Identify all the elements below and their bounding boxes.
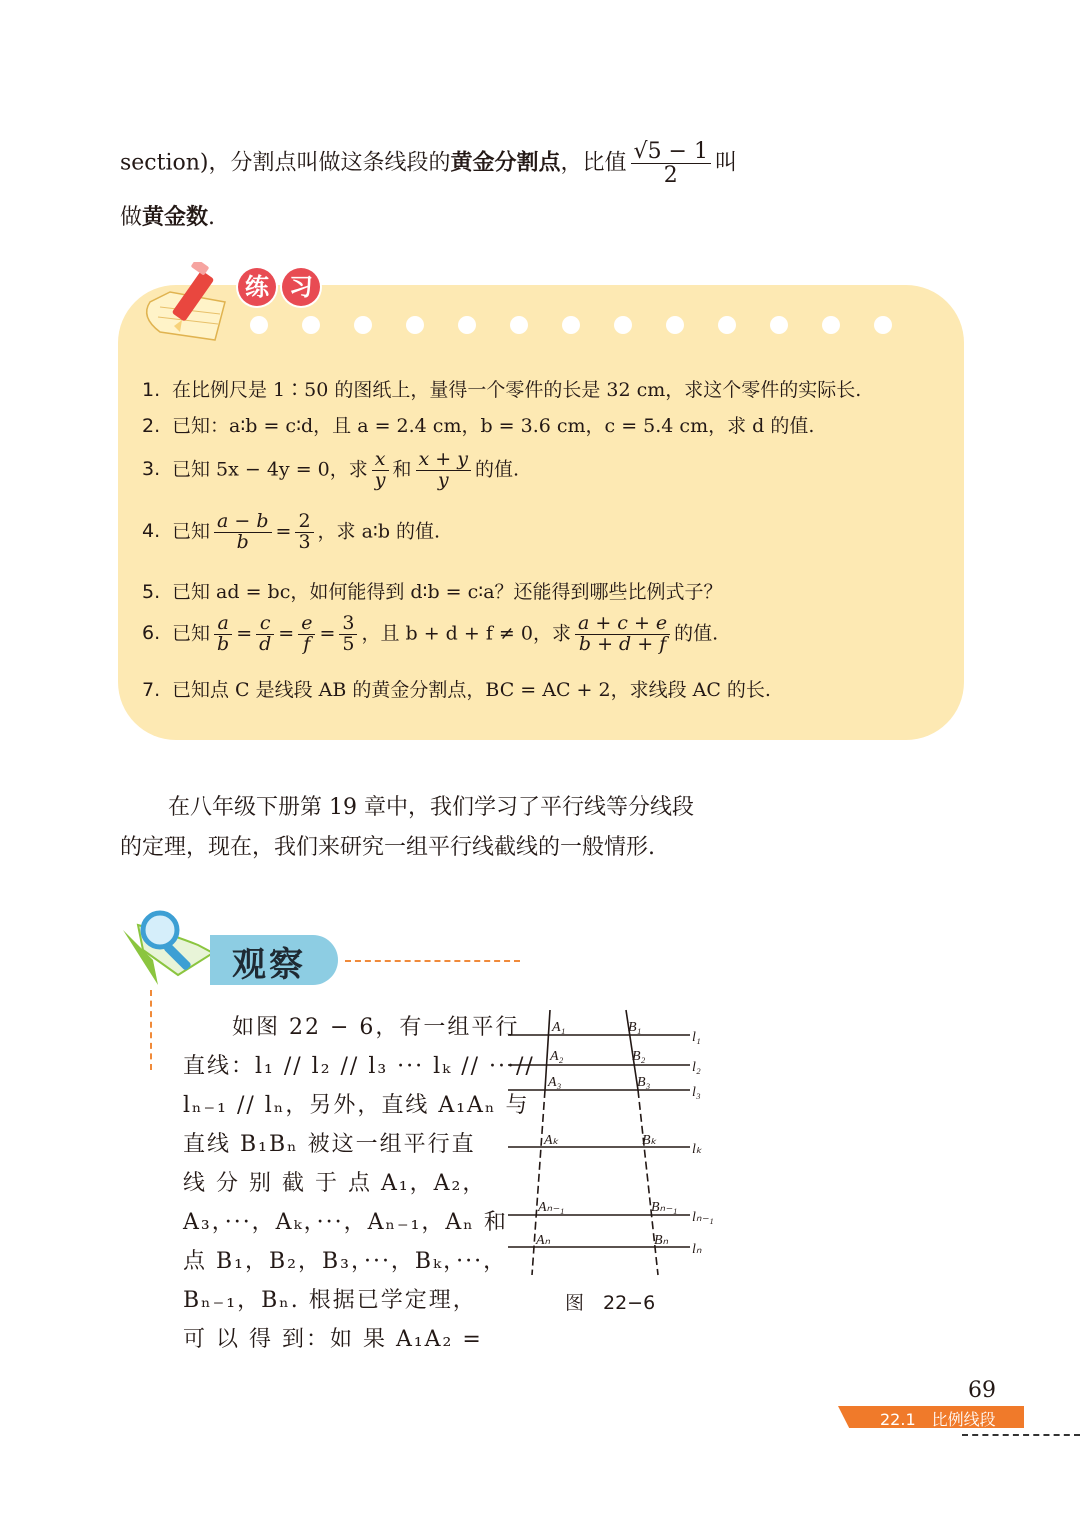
binder-hole [302, 316, 320, 334]
exercise-item: 6. 已知 $\frac{a}{b}$ = $\frac{c}{d}$ = $\frac{e}{f}$ = $\frac{3}{5}$ ，且 b + d + f ≠ 0，求 $\frac{a + c + e}{b + d + f}$ 的值. [142, 612, 719, 655]
point-label: A₁ [552, 1020, 566, 1035]
line-label: lₙ₋₁ [692, 1210, 714, 1225]
exercise-item: 4. 已知 $\frac{a - b}{b}$ = $\frac{2}{3}$ ，求 a∶b 的值. [142, 510, 441, 553]
binder-hole [614, 316, 632, 334]
binder-hole [718, 316, 736, 334]
line-label: l₂ [692, 1060, 701, 1075]
exercise-item: 5. 已知 ad = bc，如何能得到 d∶b = c∶a？还能得到哪些比例式子？ [142, 581, 723, 603]
observe-text-line: 点 B₁，B₂，B₃，···，Bₖ，···， [183, 1249, 508, 1274]
observe-text-line: 可 以 得 到：如 果 A₁A₂ = [183, 1327, 483, 1352]
observe-text-line: 直线：l₁ // l₂ // l₃ ··· lₖ // ···// [183, 1054, 535, 1079]
point-label: A₃ [548, 1075, 562, 1090]
point-label: A₂ [550, 1049, 564, 1064]
line-label: l₁ [692, 1030, 701, 1045]
observe-title: 观察 [232, 945, 306, 985]
binder-hole [874, 316, 892, 334]
line-label: l₃ [692, 1085, 701, 1100]
term-golden-point: 黄金分割点 [450, 150, 561, 176]
fraction: $\frac{c}{d}$ [256, 614, 274, 655]
fraction: $\frac{x}{y}$ [372, 450, 389, 491]
paragraph-line-2: 的定理，现在，我们来研究一组平行线截线的一般情形. [120, 835, 655, 860]
observe-text-line: A₃，···，Aₖ，···，Aₙ₋₁，Aₙ 和 [183, 1210, 508, 1235]
term-golden-number: 黄金数 [142, 205, 209, 230]
dashed-rule [962, 1434, 1080, 1436]
point-label: Aₙ₋₁ [538, 1200, 565, 1215]
binder-hole [406, 316, 424, 334]
binder-hole [770, 316, 788, 334]
figure-parallel-lines [500, 1005, 730, 1280]
exercise-item: 1. 在比例尺是 1∶50 的图纸上，量得一个零件的长是 32 cm，求这个零件的实际长. [142, 379, 862, 401]
page-number: 69 [968, 1378, 996, 1403]
point-label: Bₙ₋₁ [651, 1200, 678, 1215]
fraction: $\frac{a - b}{b}$ [214, 512, 272, 553]
point-label: B₃ [637, 1075, 651, 1090]
binder-hole [354, 316, 372, 334]
golden-ratio-fraction: $\frac{√5 - 1}{2}$ [631, 140, 711, 187]
badge-practice-1: 练 [238, 268, 276, 306]
figure-caption: 图 22−6 [565, 1292, 656, 1314]
point-label: Bₙ [654, 1233, 669, 1248]
paragraph-line-1: 在八年级下册第 19 章中，我们学习了平行线等分线段 [168, 795, 694, 820]
observe-text-line: 如图 22 − 6，有一组平行 [232, 1015, 520, 1040]
binder-hole [250, 316, 268, 334]
binder-hole [458, 316, 476, 334]
badge-practice-2: 习 [282, 268, 320, 306]
binder-hole [510, 316, 528, 334]
dashed-rule [150, 990, 152, 1070]
point-label: B₂ [632, 1049, 646, 1064]
fraction: $\frac{3}{5}$ [339, 614, 357, 655]
exercise-item: 2. 已知：a∶b = c∶d，且 a = 2.4 cm，b = 3.6 cm，c = 5.4 cm，求 d 的值. [142, 415, 815, 437]
fraction: $\frac{2}{3}$ [295, 512, 313, 553]
line-label: lₙ [692, 1242, 702, 1257]
fraction: $\frac{x + y}{y}$ [416, 450, 471, 491]
point-label: Aₙ [536, 1233, 551, 1248]
point-label: B₁ [628, 1020, 642, 1035]
binder-hole [666, 316, 684, 334]
binder-hole [822, 316, 840, 334]
fraction: $\frac{e}{f}$ [298, 614, 315, 655]
dashed-rule [345, 960, 520, 962]
observe-text-line: Bₙ₋₁，Bₙ. 根据已学定理， [183, 1288, 477, 1313]
observe-text-line: 线 分 别 截 于 点 A₁，A₂， [183, 1171, 487, 1196]
point-label: Bₖ [642, 1133, 657, 1148]
observe-text-line: lₙ₋₁ // lₙ，另外，直线 A₁Aₙ 与 [183, 1093, 530, 1118]
intro-line-1: section)，分割点叫做这条线段的黄金分割点，比值 $\frac{√5 - 1}{2}$ 叫 [120, 139, 737, 189]
fraction: $\frac{a + c + e}{b + d + f}$ [575, 614, 670, 655]
observe-text-line: 直线 B₁Bₙ 被这一组平行直 [183, 1132, 476, 1157]
pencil-paper-icon [130, 262, 250, 352]
point-label: Aₖ [544, 1133, 559, 1148]
line-label: lₖ [692, 1142, 702, 1157]
exercise-item: 7. 已知点 C 是线段 AB 的黄金分割点，BC = AC + 2，求线段 AC 的长. [142, 679, 771, 701]
exercise-item: 3. 已知 5x − 4y = 0，求 $\frac{x}{y}$ 和 $\frac{x + y}{y}$ 的值. [142, 448, 520, 491]
intro-line-2: 做黄金数. [120, 205, 216, 230]
section-footer-label: 22.1 比例线段 [880, 1410, 996, 1429]
binder-hole [562, 316, 580, 334]
fraction: $\frac{a}{b}$ [214, 614, 232, 655]
